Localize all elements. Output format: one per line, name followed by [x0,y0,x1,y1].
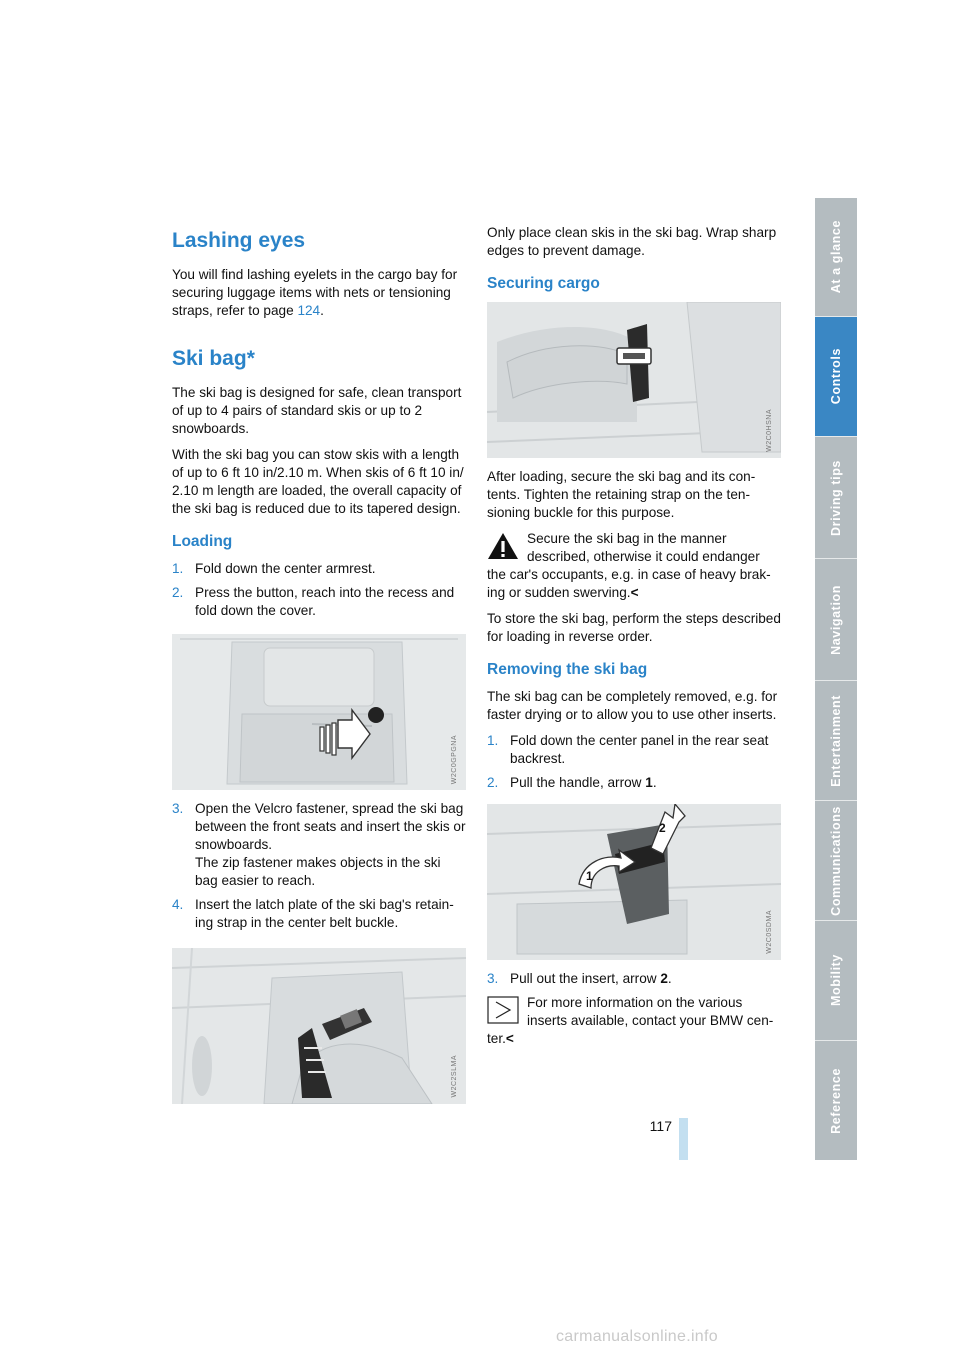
nav-tab-entertainment[interactable]: Entertainment [815,680,857,800]
page-number: 117 [649,1118,672,1134]
clean-skis-text: Only place clean skis in the ski bag. Wrap sharp edges to prevent damage. [487,225,777,258]
page-link-124[interactable]: 124 [297,303,321,318]
list-item: 3. Open the Velcro fastener, spread the ski bag between the front seats and insert the skis or snowboards. The zip fastener makes objects in the ski bag easier to reach. [172,801,466,888]
right-column [487,225,781,1048]
nav-tab-driving-tips[interactable]: Driving tips [815,436,857,558]
left-column [172,228,466,1114]
info-notice: For more information on the various inserts available, contact your BMW cen-ter.< [487,995,774,1046]
info-triangle-icon [487,996,519,1024]
figure-label-2: 2 [659,821,666,835]
belt-buckle-illustration [172,948,466,1104]
armrest-illustration [172,634,466,790]
ski-bag-length-info: With the ski bag you can stow skis with a length of up to 6 ft 10 in/2.10 m. When skis of 6 ft 10 in/ 2.10 m length are loaded, the overall capacity of the ski bag is reduced due to its tapered design. [172,447,464,516]
belt-buckle-figure: W2C2SLMA [172,948,466,1104]
lashing-eyes-text: You will find lashing eyelets in the cargo bay for securing luggage items with nets or tensioning straps, refer to page 124. [172,267,458,318]
release-button-icon [368,707,384,723]
warning-notice: Secure the ski bag in the manner described, otherwise it could endanger the car's occupants, e.g. in case of heavy brak-ing or sudden swerving.< [487,531,771,600]
nav-tab-navigation[interactable]: Navigation [815,558,857,680]
securing-cargo-figure: W2C0HSNA [487,302,781,458]
removing-figure: 1 2 W2C0SDMA [487,804,781,960]
nav-tab-mobility[interactable]: Mobility [815,920,857,1040]
loading-steps-a [172,560,466,620]
list-item: 2. Pull the handle, arrow 1. [487,775,657,790]
list-item: 3. Pull out the insert, arrow 2. [487,971,672,986]
ski-bag-heading: Ski bag* [172,347,255,370]
chapter-side-nav [815,198,857,1160]
store-skibag-text: To store the ski bag, perform the steps described for loading in reverse order. [487,611,781,644]
loading-steps-b [172,800,466,932]
warning-triangle-icon [487,532,519,560]
securing-cargo-illustration [487,302,781,458]
nav-tab-at-a-glance[interactable]: At a glance [829,220,843,294]
lashing-eyes-heading: Lashing eyes [172,229,306,252]
removing-intro: The ski bag can be completely removed, e.g. for faster drying or to allow you to use other inserts. [487,689,778,722]
securing-cargo-heading: Securing cargo [487,275,600,292]
ski-bag-intro: The ski bag is designed for safe, clean transport of up to 4 pairs of standard skis or up to 2 snowboards. [172,385,462,436]
nav-tab-reference[interactable]: Reference [815,1040,857,1160]
figure-label-1: 1 [586,869,593,883]
nav-tab-controls[interactable]: Controls [815,316,857,436]
armrest-cover-figure: W2C0GPGNA [172,634,466,790]
loading-heading: Loading [172,533,233,550]
secure-skibag-text: After loading, secure the ski bag and its con-tents. Tighten the retaining strap on the ten-sioning buckle for this purpose. [487,469,756,520]
list-item: 1. Fold down the center armrest. [172,561,376,576]
list-item: 1. Fold down the center panel in the rear seat backrest. [487,733,769,766]
removing-steps [487,732,781,792]
page-number-bar [679,1118,688,1160]
list-item: 2. Press the button, reach into the recess and fold down the cover. [172,585,455,618]
list-item: 4. Insert the latch plate of the ski bag's retain-ing strap in the center belt buckle. [172,897,454,930]
nav-tab-communications[interactable]: Communications [815,800,857,920]
removing-heading: Removing the ski bag [487,661,648,678]
watermark: carmanualsonline.info [556,1328,718,1345]
removing-illustration [487,804,781,960]
removing-step-3 [487,970,781,988]
